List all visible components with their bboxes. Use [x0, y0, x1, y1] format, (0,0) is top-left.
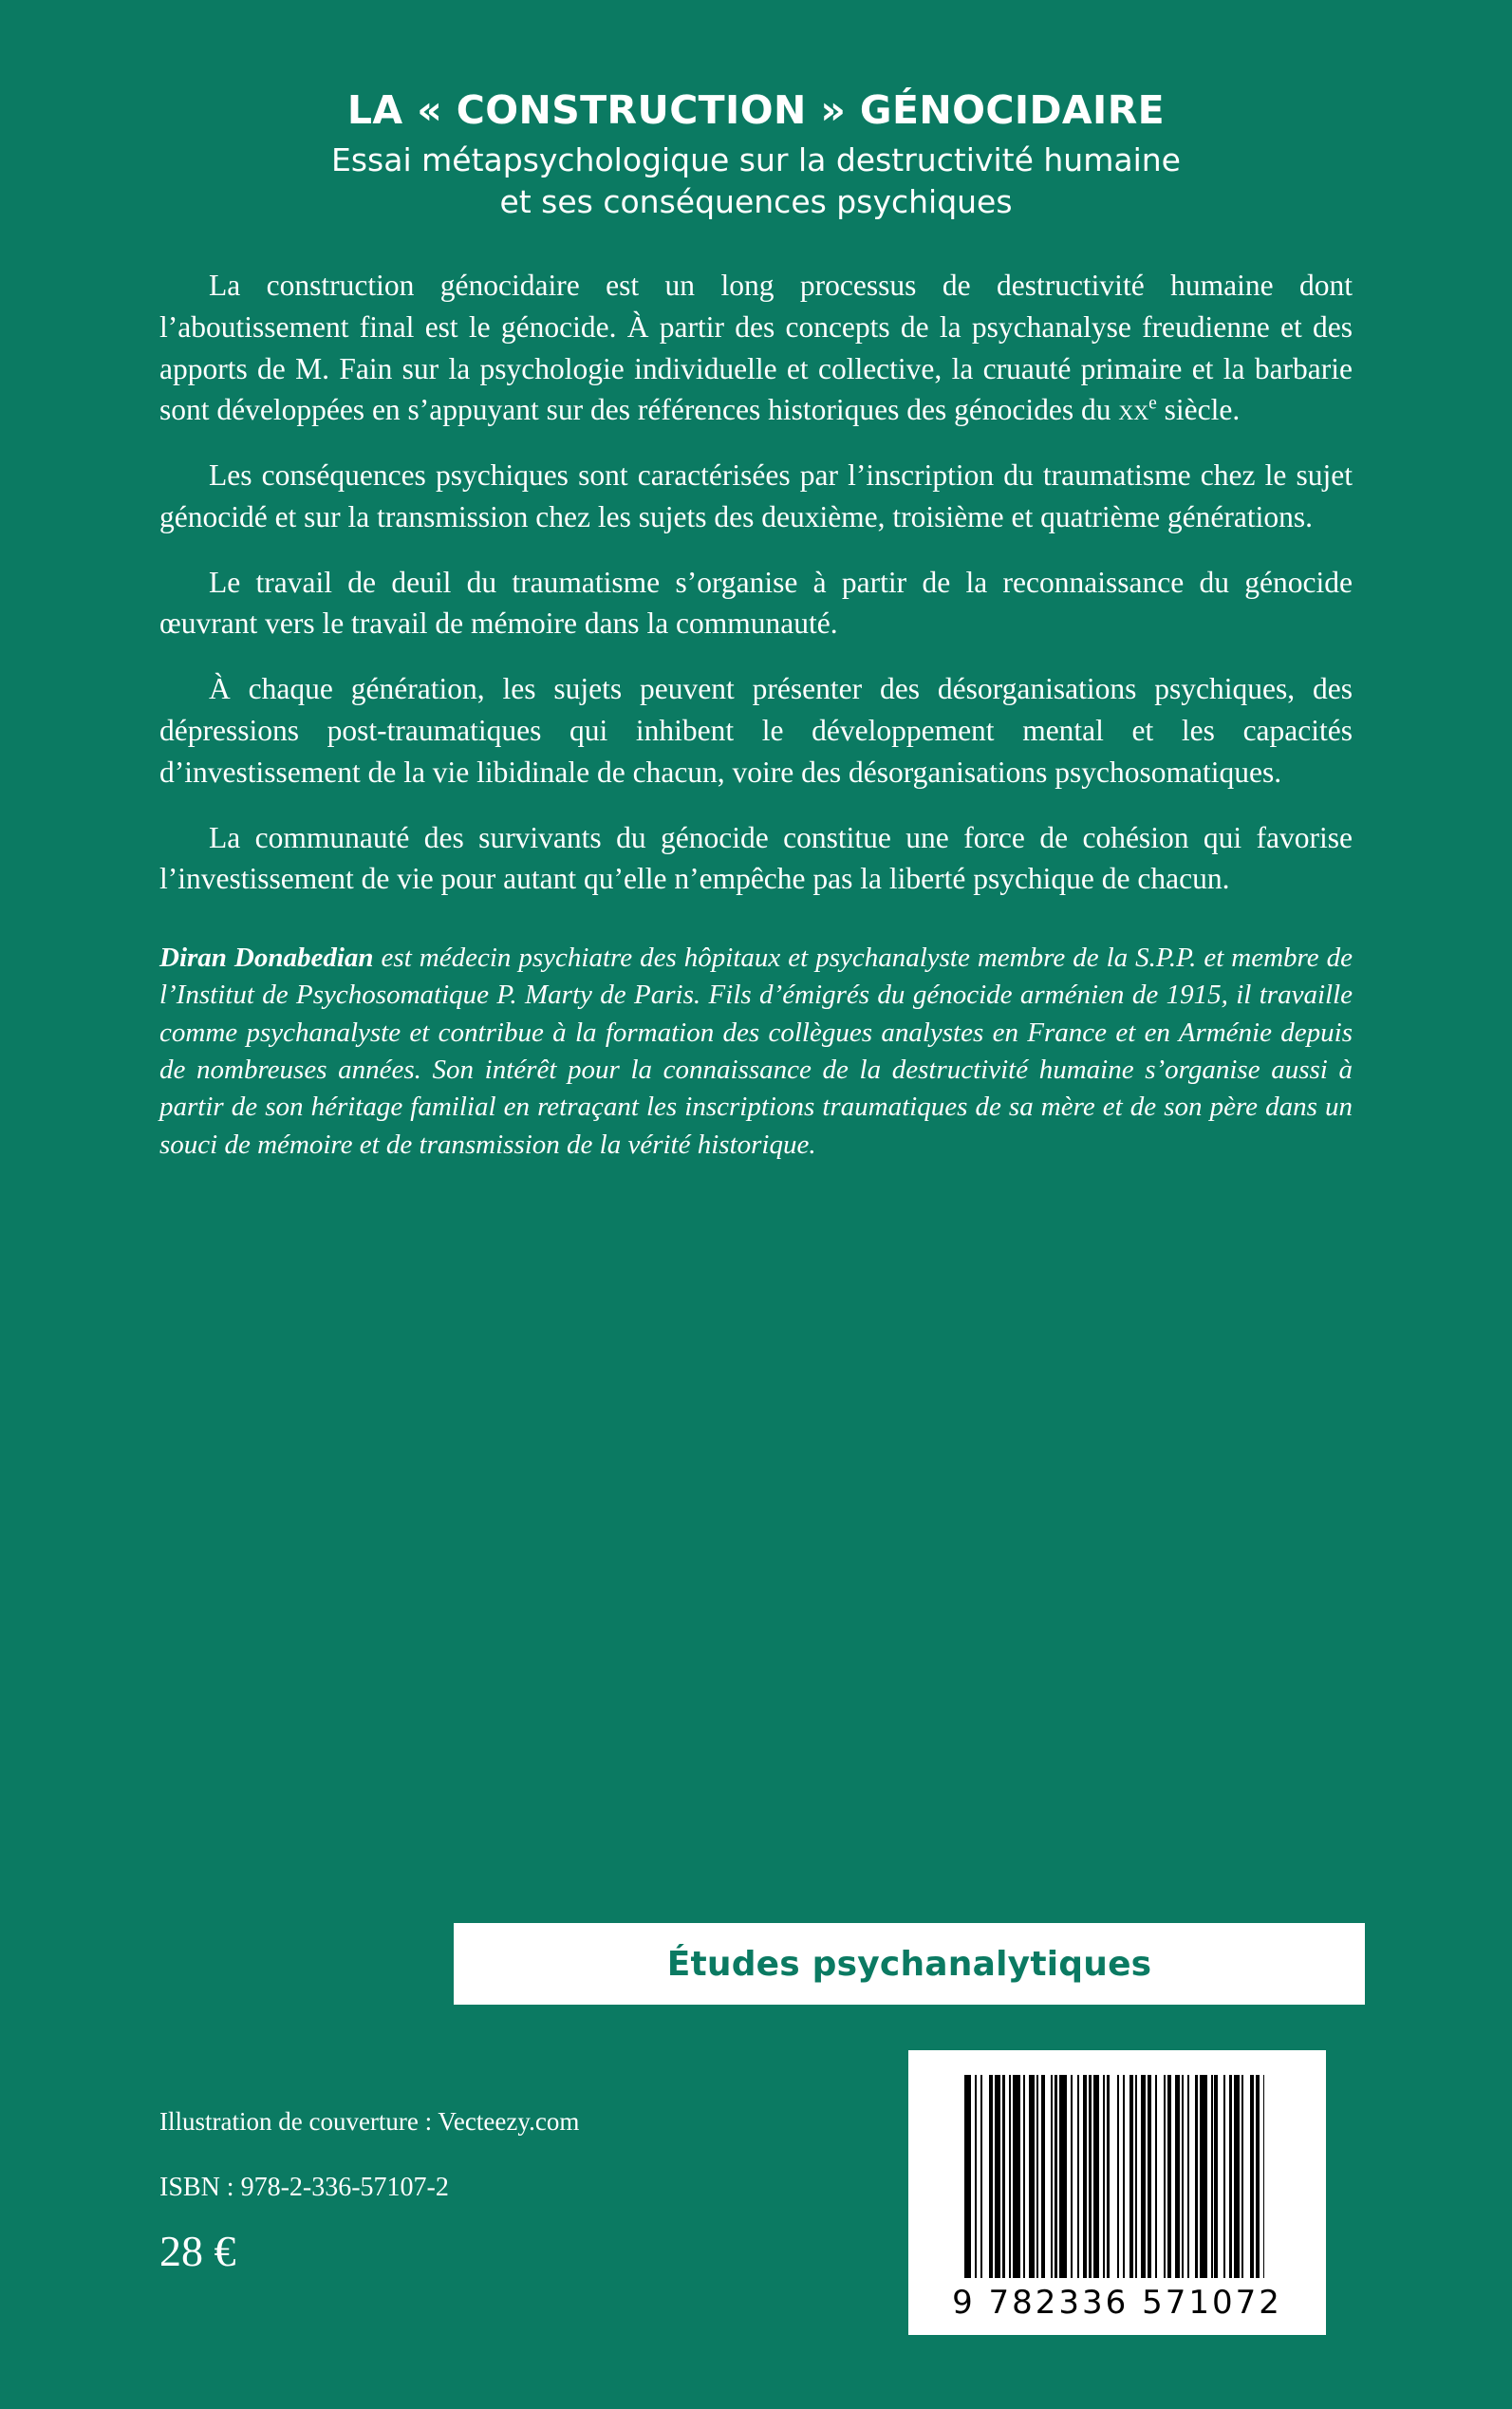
blurb-paragraph-3: Le travail de deuil du traumatisme s’organise à partir de la reconnaissance du génocide œuvrant vers le travail de mémoire dans la communauté. — [159, 565, 1353, 641]
title-block — [0, 0, 1512, 223]
subtitle-line-2: et ses conséquences psychiques — [499, 183, 1013, 221]
series-label: Études psychanalytiques — [666, 1944, 1152, 1984]
barcode-digits: 9 782336 571072 — [952, 2284, 1282, 2322]
isbn-text: ISBN : 978-2-336-57107-2 — [159, 2173, 449, 2203]
author-bio-text: est médecin psychiatre des hôpitaux et psychanalyste membre de la S.P.P. et membre de l’Institut de Psychosomatique P. Marty de Paris. Fils d’émigrés du génocide arménien de 1915, il travaille comme psychanalyste et contribue à la formation des collègues analystes en France et en Arménie depuis de nombreuses années. Son intérêt pour la connaissance de la destructivité humaine s’organise aussi à partir de son héritage familial en retraçant les inscriptions traumatiques de sa mère et de son père dans un souci de mémoire et de transmission de la vérité historique. — [159, 943, 1353, 1160]
blurb-paragraph-5: La communauté des survivants du génocide constitue une force de cohésion qui favorise l’investissement de vie pour autant qu’elle n’empêche pas la liberté psychique de chacun. — [159, 820, 1353, 896]
footer-info — [159, 2105, 881, 2276]
blurb-paragraph-4: À chaque génération, les sujets peuvent présenter des désorganisations psychiques, des dépressions post-traumatiques qui inhibent le développement mental et les capacités d’investissement de la vie libidinale de chacun, voire des désorganisations psychosomatiques. — [159, 672, 1353, 789]
blurb-paragraph-1-part-a: La construction génocidaire est un long processus de destructivité humaine dont l’aboutissement final est le génocide. À partir des concepts de la psychanalyse freudienne et des apports de M. Fain sur la psychologie individuelle et collective, la cruauté primaire et la barbarie sont développées en s’appuyant sur des références historiques des génocides du — [159, 268, 1353, 427]
blurb-paragraph-2: Les conséquences psychiques sont caractérisées par l’inscription du traumatisme chez le sujet génocidé et sur la transmission chez les sujets des deuxième, troisième et quatrième générations. — [159, 458, 1353, 533]
page-title: LA « CONSTRUCTION » GÉNOCIDAIRE — [346, 87, 1166, 133]
cover-credit: Illustration de couverture : Vecteezy.com — [159, 2107, 580, 2136]
century-superscript: e — [1148, 393, 1157, 414]
subtitle-line-1: Essai métapsychologique sur la destructivité humaine — [331, 141, 1181, 179]
blurb-paragraph-1-part-b: siècle. — [1156, 393, 1241, 427]
series-band — [454, 1923, 1365, 2005]
author-bio — [0, 900, 1512, 1164]
page-subtitle — [142, 140, 1370, 223]
author-bio-paragraph — [159, 940, 1353, 1164]
barcode-bars — [931, 2075, 1303, 2278]
century-smallcaps: xx — [1118, 393, 1149, 427]
author-name: Diran Donabedian — [159, 943, 374, 974]
price-text: 28 € — [159, 2227, 236, 2276]
blurb-paragraph-1 — [159, 265, 1353, 431]
barcode — [908, 2050, 1326, 2335]
blurb-text — [0, 223, 1512, 900]
